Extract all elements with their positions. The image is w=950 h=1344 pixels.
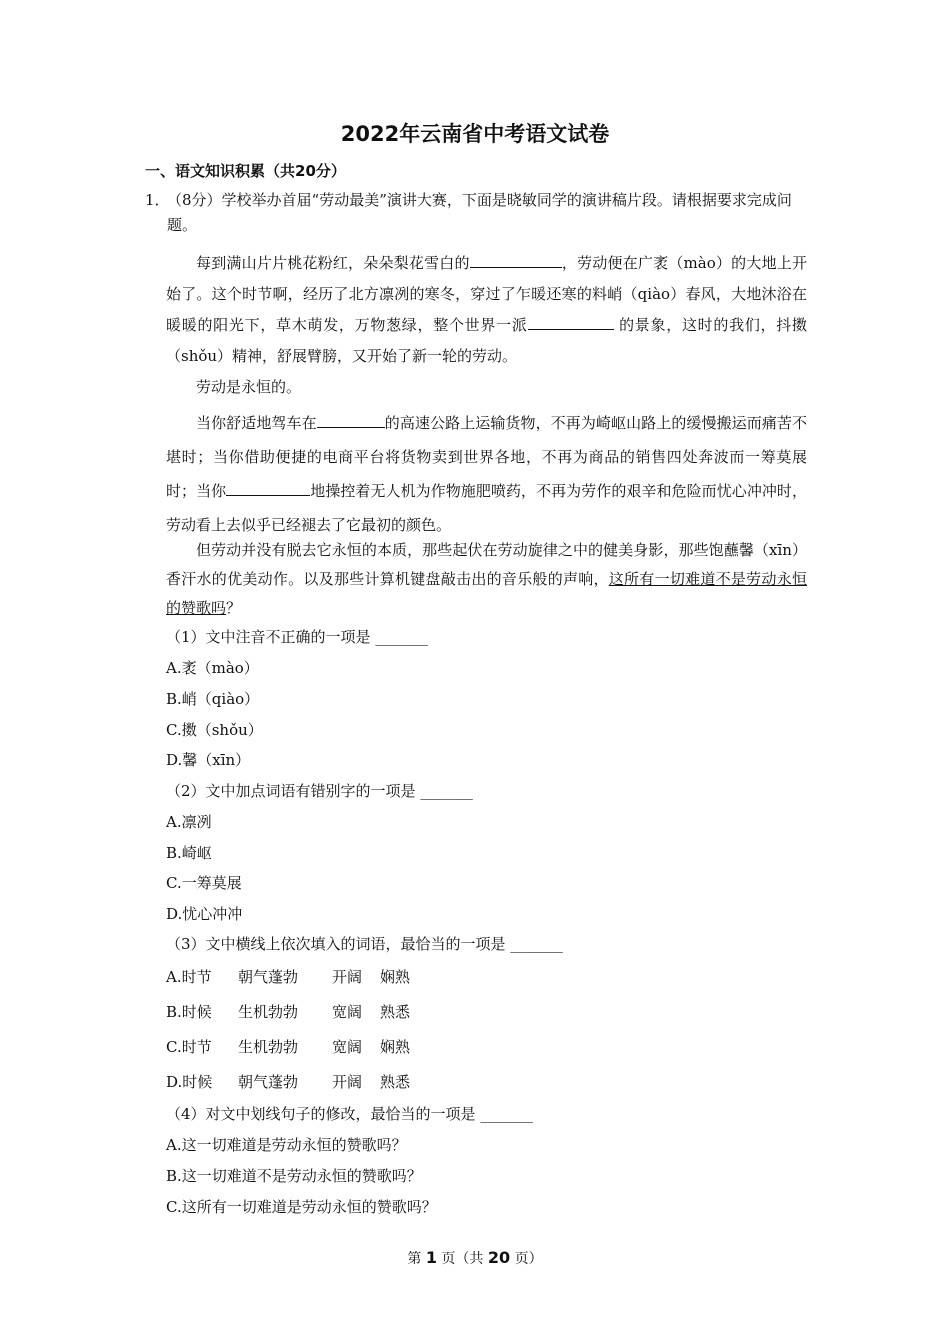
passage-paragraph-3: 当你舒适地驾车在 的高速公路上运输货物，不再为崎岖山路上的缓慢搬运而痛苦不堪时；当你借助便捷的电商平台将货物卖到世界各地，不再为商品的销售四处奔波而一筹莫展时；当你 地操控着无人机为作物施肥喷药，不再为劳作的艰辛和危险而忧心冲冲时，劳动看上去似乎已经褪去了它最初的颜色。 bbox=[166, 414, 807, 534]
option-1b: B.峭（qiào） bbox=[166, 690, 260, 708]
option-4a: A.这一切难道是劳动永恒的赞歌吗？ bbox=[166, 1136, 407, 1154]
page-footer: 第 1 页（共 20 页） bbox=[407, 1248, 543, 1267]
sub-question-2: （2）文中加点词语有错别字的一项是 _______ bbox=[166, 782, 473, 800]
page-total: 20 bbox=[487, 1248, 511, 1267]
fill-blank-3 bbox=[317, 412, 385, 428]
exam-title: 2022年云南省中考语文试卷 bbox=[340, 122, 610, 146]
option-3c: C.时节 生机勃勃 宽阔 娴熟 bbox=[166, 1038, 411, 1056]
sub-question-3: （3）文中横线上依次填入的词语，最恰当的一项是 _______ bbox=[166, 935, 563, 953]
section-heading: 一、语文知识积累（共20分） bbox=[145, 162, 346, 180]
option-4c: C.这所有一切难道是劳动永恒的赞歌吗？ bbox=[166, 1198, 437, 1216]
question-stem: （8分）学校举办首届“劳动最美”演讲大赛，下面是晓敏同学的演讲稿片段。请根据要求完成问题。 bbox=[167, 191, 792, 234]
fill-blank-4 bbox=[226, 480, 310, 496]
option-3a: A.时节 朝气蓬勃 开阔 娴熟 bbox=[166, 968, 411, 986]
sub-question-4: （4）对文中划线句子的修改，最恰当的一项是 _______ bbox=[166, 1105, 533, 1123]
option-4b: B.这一切难道不是劳动永恒的赞歌吗？ bbox=[166, 1167, 422, 1185]
option-2c: C.一筹莫展 bbox=[166, 874, 242, 892]
option-1d: D.馨（xīn） bbox=[166, 751, 251, 769]
passage-paragraph-2: 劳动是永恒的。 bbox=[196, 378, 302, 396]
fill-blank-1 bbox=[470, 252, 562, 268]
question-number: 1． bbox=[145, 191, 170, 209]
page-number: 1 bbox=[425, 1248, 437, 1267]
question-1 bbox=[145, 188, 807, 238]
option-1a: A.袤（mào） bbox=[166, 659, 259, 677]
fill-blank-2 bbox=[528, 314, 614, 330]
option-3b: B.时候 生机勃勃 宽阔 熟悉 bbox=[166, 1003, 411, 1021]
passage-paragraph-1: 每到满山片片桃花粉红，朵朵梨花雪白的 ，劳动便在广袤（mào）的大地上开始了。这个时节啊，经历了北方凛冽的寒冬，穿过了乍暖还寒的料峭（qiào）春风，大地沐浴在暖暖的阳光下，草木萌发，万物葱绿，整个世界一派 的景象，这时的我们，抖擞（shǒu）精神，舒展臂膀，又开始了新一轮的劳动。 bbox=[166, 254, 807, 365]
underlined-sentence: 这所有一切难道不是劳动永恒的赞歌吗 bbox=[166, 570, 807, 617]
option-3d: D.时候 朝气蓬勃 开阔 熟悉 bbox=[166, 1073, 411, 1091]
option-1c: C.擞（shǒu） bbox=[166, 721, 263, 739]
option-2a: A.凛冽 bbox=[166, 813, 212, 831]
option-2b: B.崎岖 bbox=[166, 844, 212, 862]
passage-paragraph-4: 但劳动并没有脱去它永恒的本质，那些起伏在劳动旋律之中的健美身影，那些饱蘸馨（xīn）香汗水的优美动作。以及那些计算机键盘敲击出的音乐般的声响，这所有一切难道不是劳动永恒的赞歌吗？ bbox=[166, 541, 807, 617]
sub-question-1: （1）文中注音不正确的一项是 _______ bbox=[166, 628, 428, 646]
option-2d: D.忧心冲冲 bbox=[166, 905, 243, 923]
